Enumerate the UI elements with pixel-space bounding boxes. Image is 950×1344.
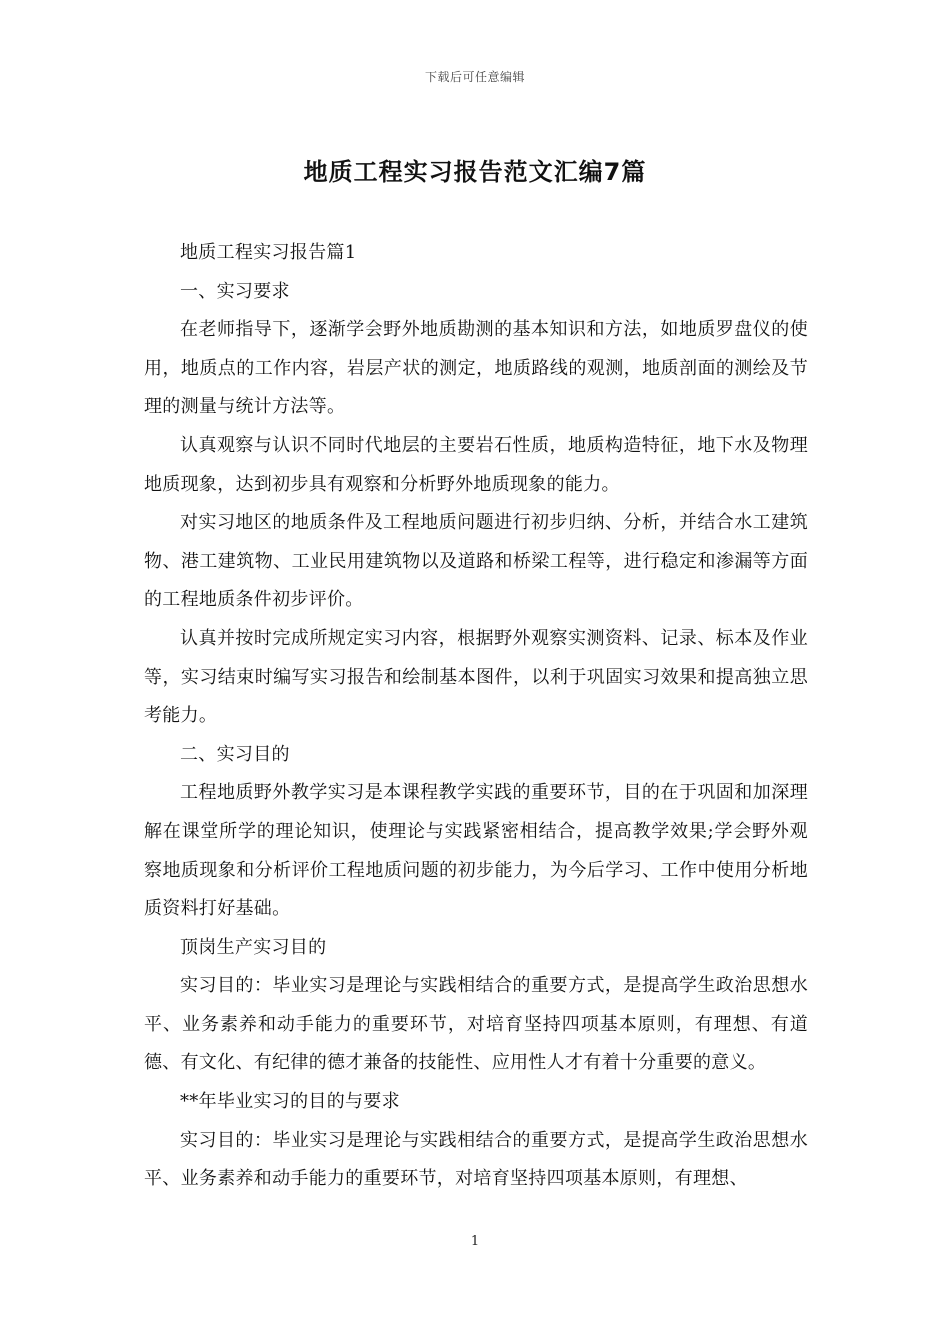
- paragraph-graduation-internship: 实习目的：毕业实习是理论与实践相结合的重要方式，是提高学生政治思想水平、业务素养和动手能力的重要环节，对培育坚持四项基本原则，有理想、: [144, 1129, 808, 1190]
- document-title: 地质工程实习报告范文汇编7篇: [303, 158, 647, 186]
- page-number: 1: [470, 1234, 480, 1249]
- document-body: [144, 234, 808, 1199]
- heading-purpose: 二、实习目的: [180, 743, 290, 765]
- heading-internship-purpose: 顶岗生产实习目的: [180, 936, 327, 958]
- paragraph-purpose: 工程地质野外教学实习是本课程教学实践的重要环节，目的在于巩固和加深理解在课堂所学的理论知识，使理论与实践紧密相结合，提高教学效果;学会野外观察地质现象和分析评价工程地质问题的初步能力，为今后学习、工作中使用分析地质资料打好基础。: [144, 782, 808, 920]
- paragraph-internship-purpose: 实习目的：毕业实习是理论与实践相结合的重要方式，是提高学生政治思想水平、业务素养和动手能力的重要环节，对培育坚持四项基本原则，有理想、有道德、有文化、有纪律的德才兼备的技能性、应用性人才有着十分重要的意义。: [144, 975, 808, 1074]
- paragraph-requirements-3: 对实习地区的地质条件及工程地质问题进行初步归纳、分析，并结合水工建筑物、港工建筑物、工业民用建筑物以及道路和桥梁工程等，进行稳定和渗漏等方面的工程地质条件初步评价。: [144, 512, 808, 611]
- header-note: 下载后可任意编辑: [424, 70, 525, 84]
- heading-graduation-internship: **年毕业实习的目的与要求: [180, 1091, 400, 1113]
- paragraph-requirements-2: 认真观察与认识不同时代地层的主要岩石性质，地质构造特征，地下水及物理地质现象，达到初步具有观察和分析野外地质现象的能力。: [144, 434, 808, 495]
- paragraph-requirements-1: 在老师指导下，逐渐学会野外地质勘测的基本知识和方法，如地质罗盘仪的使用，地质点的工作内容，岩层产状的测定，地质路线的观测，地质剖面的测绘及节理的测量与统计方法等。: [144, 319, 808, 418]
- heading-requirements: 一、实习要求: [180, 280, 290, 302]
- section-heading-report-1: 地质工程实习报告篇1: [180, 242, 357, 263]
- paragraph-requirements-4: 认真并按时完成所规定实习内容，根据野外观察实测资料、记录、标本及作业等，实习结束时编写实习报告和绘制基本图件，以利于巩固实习效果和提高独立思考能力。: [144, 627, 808, 727]
